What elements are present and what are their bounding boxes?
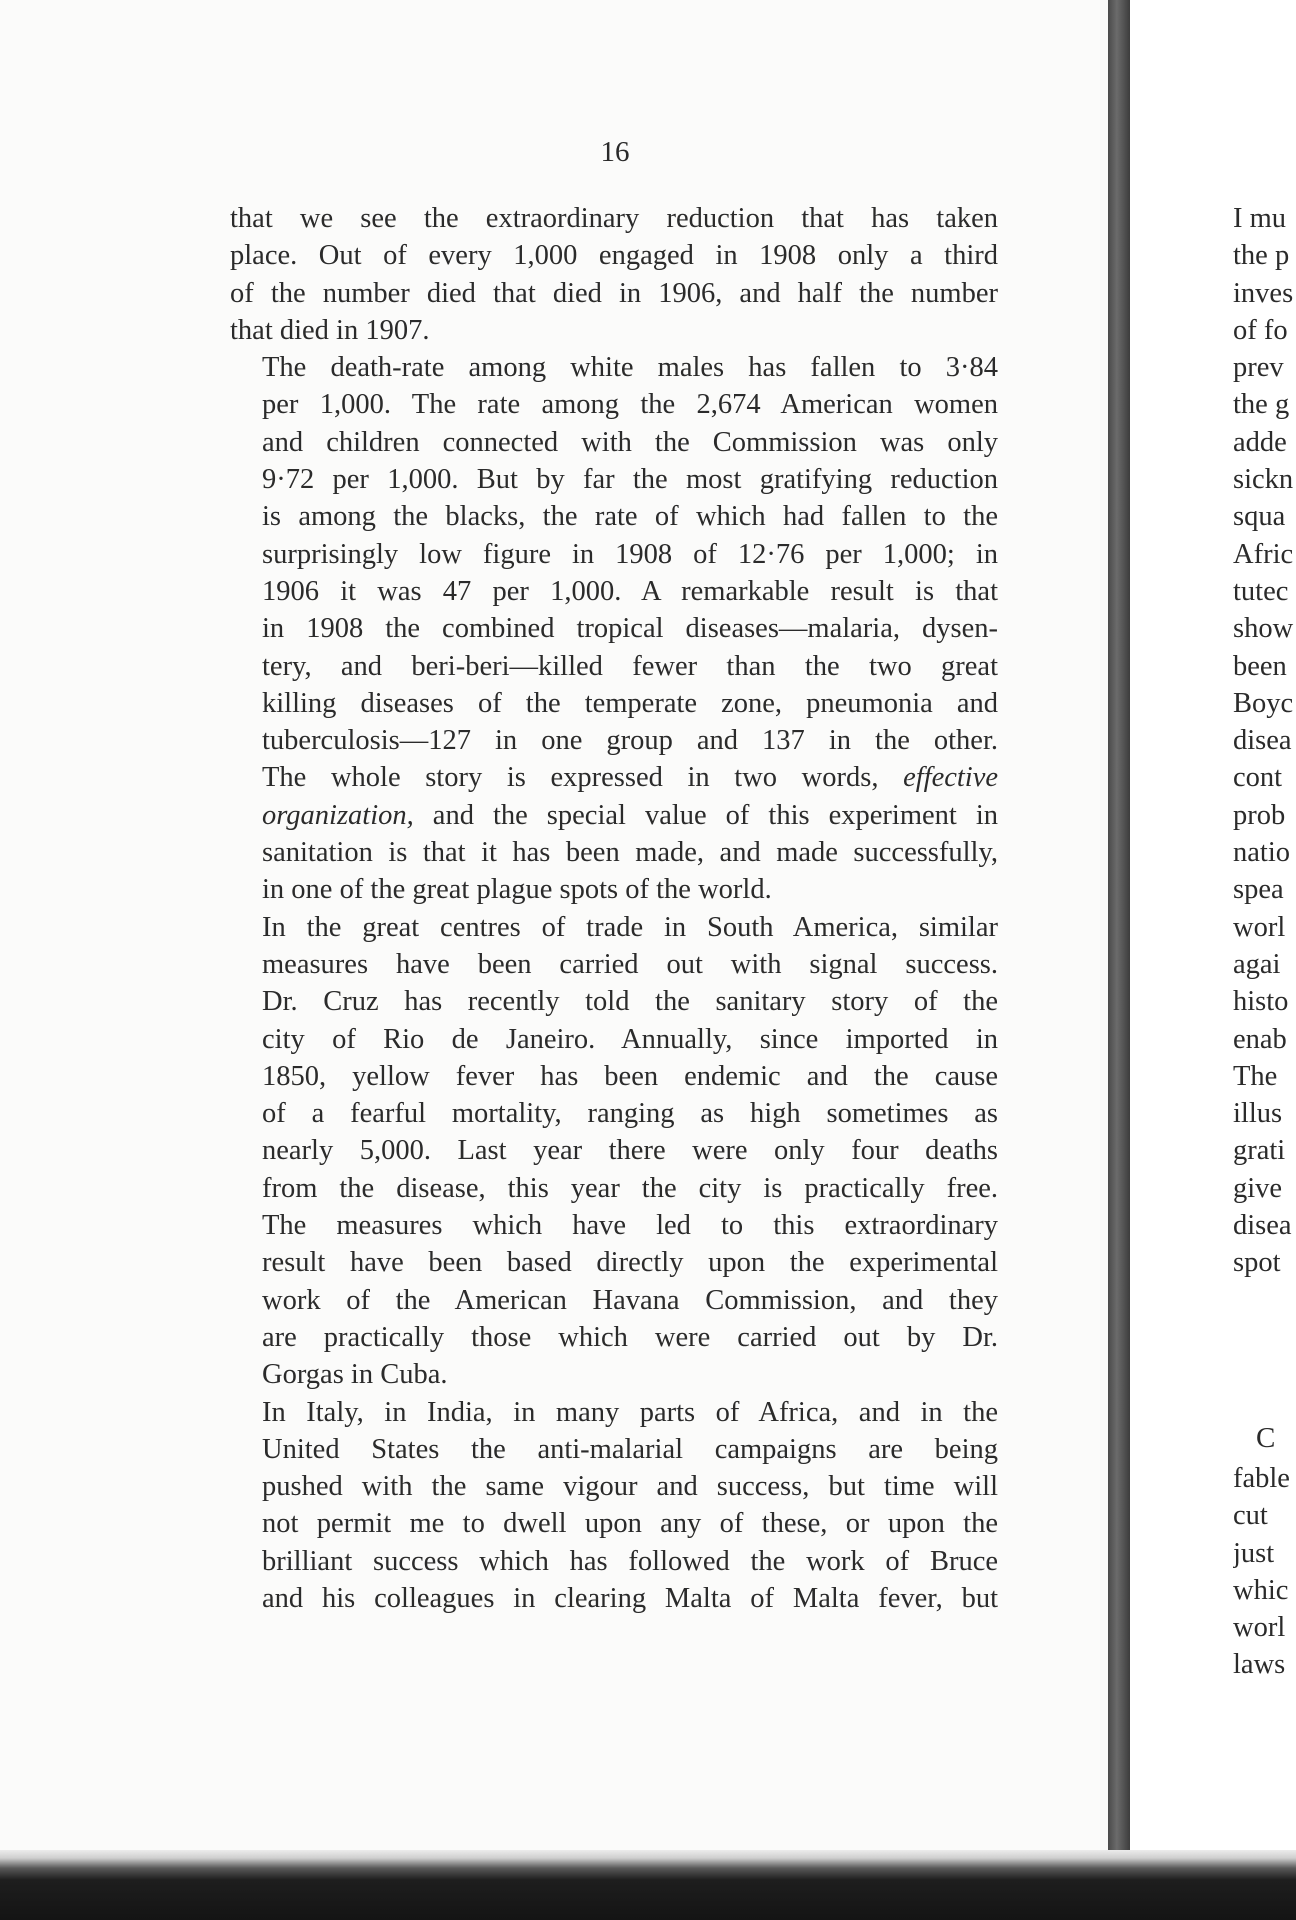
text-fragment: The whole story is expressed in two words, [262, 762, 879, 794]
paragraph-2 [230, 349, 998, 908]
text-line: work of the American Havana Commission, and they [262, 1284, 998, 1316]
text-line: Boyc [1233, 687, 1294, 719]
text-line: of a fearful mortality, ranging as high sometimes as [262, 1098, 998, 1130]
text-line: measures have been carried out with signal success. [262, 948, 998, 980]
text-line: histo [1233, 986, 1289, 1018]
text-line: 1850, yellow fever has been endemic and the cause [262, 1060, 998, 1092]
text-line: not permit me to dwell upon any of these, or upon the [262, 1508, 998, 1540]
text-line: spot [1233, 1247, 1281, 1279]
text-line: 1906 it was 47 per 1,000. A remarkable result is that [262, 575, 998, 607]
text-line: squa [1233, 501, 1286, 533]
text-line: tuberculosis—127 in one group and 137 in the other. [262, 725, 998, 757]
text-line: whic [1233, 1574, 1289, 1606]
text-line: agai [1233, 948, 1281, 980]
text-line: 9·72 per 1,000. But by far the most gratifying reduction [262, 464, 998, 496]
text-line: that died in 1907. [230, 314, 430, 346]
text-line: nearly 5,000. Last year there were only four deaths [262, 1135, 998, 1167]
text-line: worl [1233, 911, 1286, 943]
text-line: spea [1233, 874, 1284, 906]
facing-page-text [1233, 200, 1296, 1282]
text-line: per 1,000. The rate among the 2,674 American women [262, 389, 998, 421]
text-line: in one of the great plague spots of the world. [262, 874, 772, 906]
paragraph-4 [230, 1394, 998, 1618]
paragraph-1 [230, 200, 998, 349]
text-line: The [1233, 1060, 1278, 1092]
text-line: illus [1233, 1098, 1283, 1130]
text-line: cut [1233, 1500, 1268, 1532]
text-line: show [1233, 613, 1294, 645]
text-line-with-italic [230, 759, 998, 796]
text-line: is among the blacks, the rate of which had fallen to the [262, 501, 998, 533]
text-line: enab [1233, 1023, 1287, 1055]
text-line: prev [1233, 352, 1284, 384]
text-line: inves [1233, 277, 1294, 309]
book-gutter [1108, 0, 1130, 1850]
body-text [230, 200, 998, 1617]
page-number: 16 [600, 136, 630, 168]
text-line: tutec [1233, 575, 1289, 607]
italic-phrase: organization, [262, 799, 414, 831]
text-line: city of Rio de Janeiro. Annually, since imported in [262, 1023, 998, 1055]
paragraph-3 [230, 909, 998, 1394]
text-line: laws [1233, 1649, 1286, 1681]
scan-bottom-edge [0, 1850, 1296, 1920]
text-line: give [1233, 1172, 1283, 1204]
italic-phrase: effective [903, 762, 999, 794]
text-line: the g [1233, 389, 1290, 421]
text-line: of fo [1233, 314, 1288, 346]
text-line: and his colleagues in clearing Malta of Malta fever, but [262, 1582, 998, 1614]
text-line: worl [1233, 1612, 1286, 1644]
text-line: prob [1233, 799, 1286, 831]
text-line: of the number died that died in 1906, and half the number [230, 277, 998, 309]
text-line: that we see the extraordinary reduction that has taken [230, 203, 998, 234]
text-line: United States the anti-malarial campaigns are being [262, 1433, 998, 1465]
text-line: Dr. Cruz has recently told the sanitary story of the [262, 986, 998, 1018]
text-line: sanitation is that it has been made, and made successfully, [262, 837, 998, 869]
text-line: from the disease, this year the city is practically free. [262, 1172, 998, 1204]
text-line: are practically those which were carried out by Dr. [262, 1321, 998, 1353]
text-line: The measures which have led to this extraordinary [262, 1210, 998, 1242]
text-line: place. Out of every 1,000 engaged in 1908 only a third [230, 240, 998, 272]
text-line: result have been based directly upon the experimental [262, 1247, 998, 1279]
text-line: adde [1233, 426, 1287, 458]
text-line: grati [1233, 1135, 1286, 1167]
facing-page-heading-fragment: C [1256, 1422, 1276, 1454]
text-line: cont [1233, 762, 1283, 794]
text-line: tery, and beri-beri—killed fewer than the two great [262, 650, 998, 682]
text-line: In Italy, in India, in many parts of Africa, and in the [262, 1396, 998, 1428]
text-line: in 1908 the combined tropical diseases—malaria, dysen- [262, 613, 998, 645]
text-line: surprisingly low figure in 1908 of 12·76 per 1,000; in [262, 538, 998, 570]
text-line: natio [1233, 837, 1290, 869]
text-line-with-italic [230, 797, 998, 834]
text-line: Gorgas in Cuba. [262, 1359, 448, 1391]
text-fragment: and the special value of this experiment in [432, 799, 999, 831]
text-line: I mu [1233, 203, 1287, 234]
text-line: fable [1233, 1463, 1290, 1494]
text-line: The death-rate among white males has fallen to 3·84 [262, 352, 998, 384]
text-line: brilliant success which has followed the work of Bruce [262, 1545, 998, 1577]
text-line: disea [1233, 1210, 1292, 1242]
text-line: been [1233, 650, 1287, 682]
facing-page-text-lower [1233, 1460, 1296, 1684]
text-line: sickn [1233, 464, 1294, 496]
text-line: pushed with the same vigour and success, but time will [262, 1471, 998, 1503]
text-line: Afric [1233, 538, 1294, 570]
text-line: just [1233, 1537, 1275, 1569]
text-line: killing diseases of the temperate zone, pneumonia and [262, 687, 998, 719]
text-line: and children connected with the Commission was only [262, 426, 998, 458]
text-line: the p [1233, 240, 1290, 272]
text-line: In the great centres of trade in South America, similar [262, 911, 998, 943]
text-line: disea [1233, 725, 1292, 757]
